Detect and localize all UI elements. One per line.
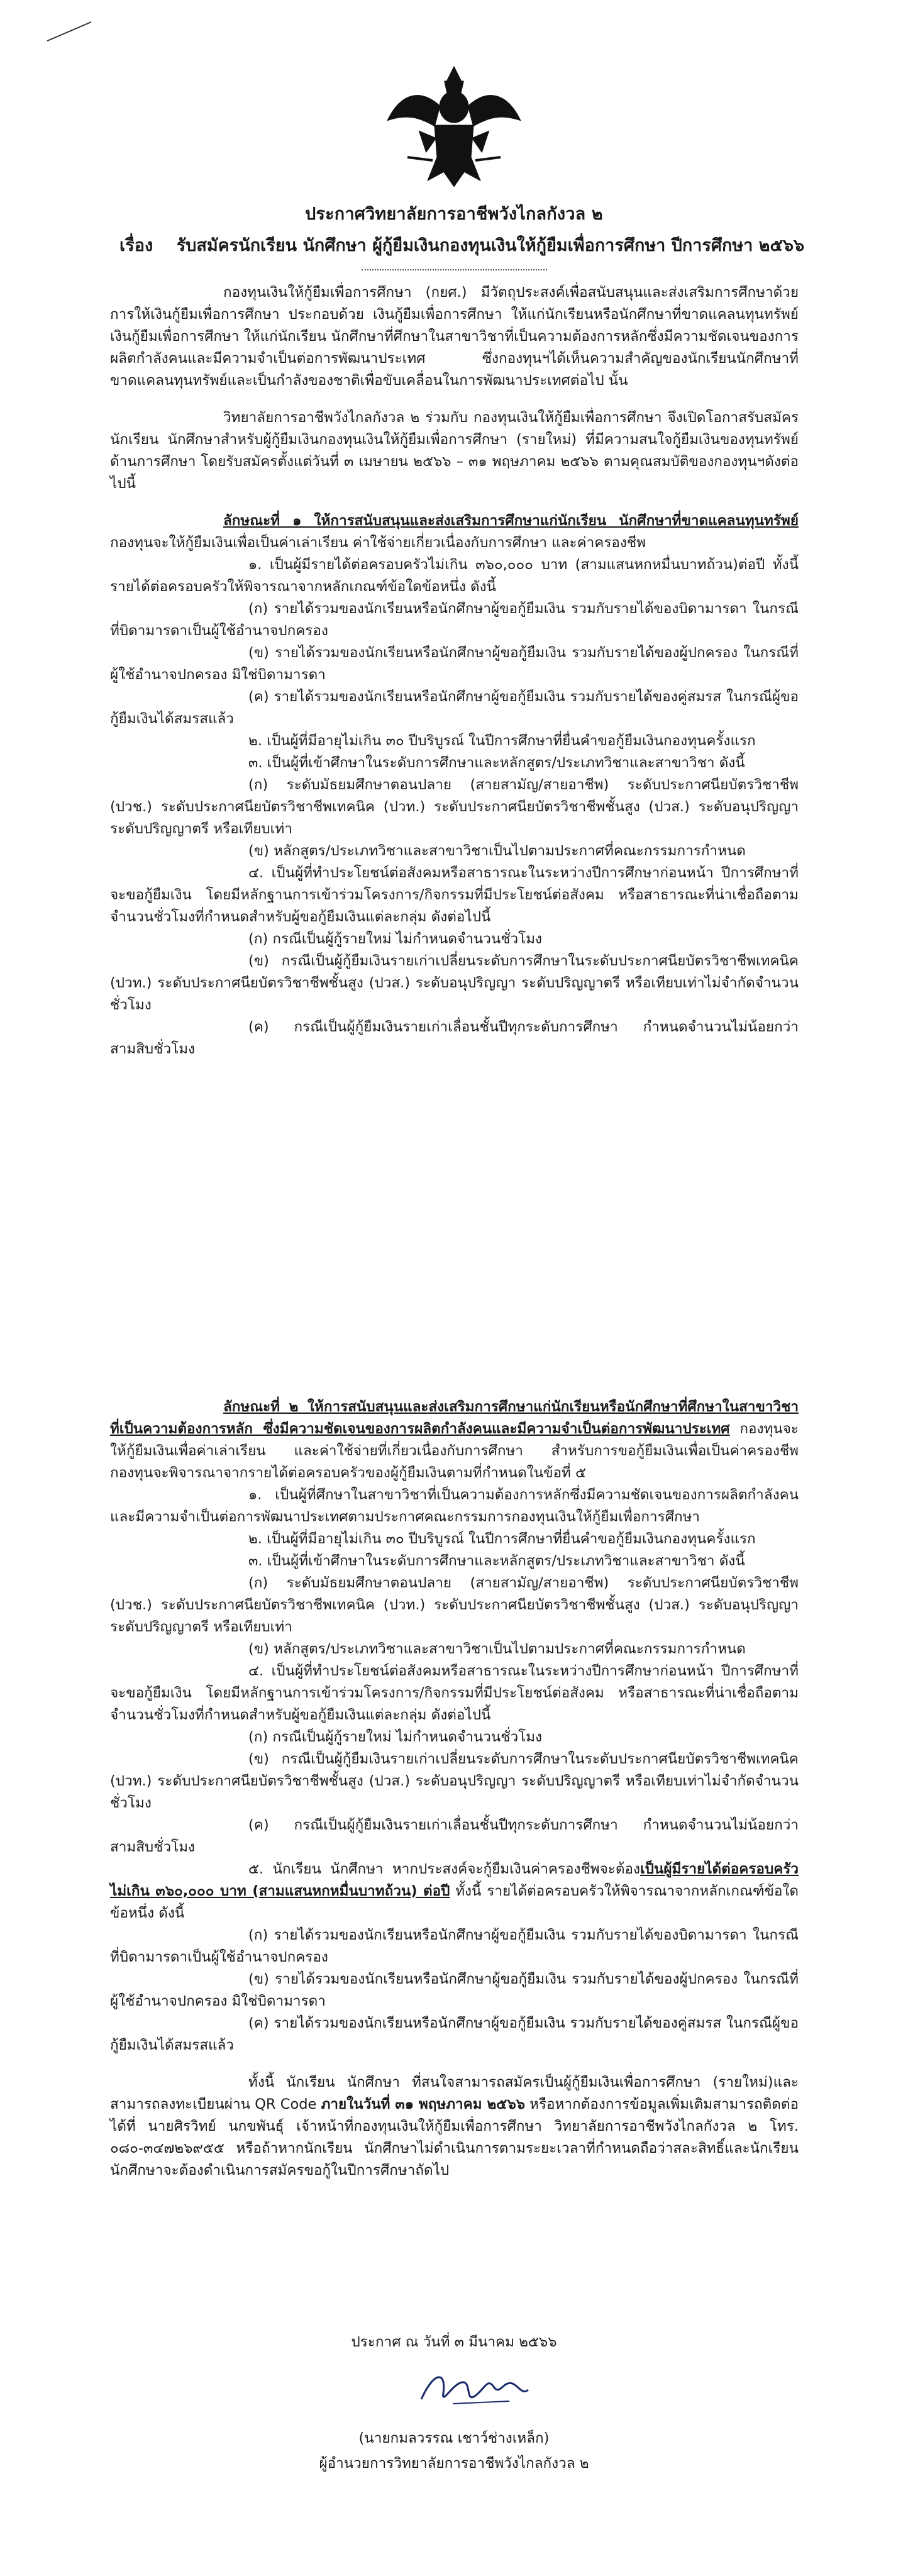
page-gap	[0, 1289, 908, 1333]
page2-body	[110, 1396, 799, 2182]
case2-item-5c: (ค) รายได้รวมของนักเรียนหรือนักศึกษาผู้ขอกู้ยืมเงิน รวมกับรายได้ของคู่สมรส ในกรณีผู้ขอกู้ยืมเงินได้สมรสแล้ว	[110, 2015, 799, 2053]
handwritten-signature	[415, 2365, 534, 2415]
case1-item-3: ๓. เป็นผู้ที่เข้าศึกษาในระดับการศึกษาและหลักสูตร/ประเภทวิชาและสาขาวิชา ดังนี้	[248, 755, 745, 771]
case2-item-4: ๔. เป็นผู้ที่ทำประโยชน์ต่อสังคมหรือสาธารณะในระหว่างปีการศึกษาก่อนหน้า ปีการศึกษาที่จะขอกู้ยืมเงิน โดยมีหลักฐานการเข้าร่วมโครงการ/กิจกรรมที่มีประโยชน์ต่อสังคม หรือสาธารณะที่น่าเชื่อถือตามจำนวนชั่วโมงที่กำหนดสำหรับผู้ขอกู้ยืมเงินแต่ละกลุ่ม ดังต่อไปนี้	[110, 1663, 799, 1723]
case2-item-4b: (ข) กรณีเป็นผู้กู้ยืมเงินรายเก่าเปลี่ยนระดับการศึกษาในระดับประกาศนียบัตรวิชาชีพเทคนิค (ปวท.) ระดับประกาศนียบัตรวิชาชีพชั้นสูง (ปวส.) ระดับอนุปริญญา ระดับปริญญาตรี หรือเทียบเท่าไม่จำกัดจำนวนชั่วโมง	[110, 1751, 799, 1811]
case1-item-1a: (ก) รายได้รวมของนักเรียนหรือนักศึกษาผู้ขอกู้ยืมเงิน รวมกับรายได้ของบิดามารดา ในกรณีที่บิดามารดาเป็นผู้ใช้อำนาจปกครอง	[110, 601, 799, 639]
page1-body	[110, 282, 799, 1060]
announce-date: ประกาศ ณ วันที่ ๓ มีนาคม ๒๕๖๖	[351, 2334, 557, 2350]
case1-item-4c: (ค) กรณีเป็นผู้กู้ยืมเงินรายเก่าเลื่อนชั้นปีทุกระดับการศึกษา กำหนดจำนวนไม่น้อยกว่าสามสิบชั่วโมง	[110, 1019, 799, 1057]
case1-item-1b: (ข) รายได้รวมของนักเรียนหรือนักศึกษาผู้ขอกู้ยืมเงิน รวมกับรายได้ของผู้ปกครอง ในกรณีที่ผู้ใช้อำนาจปกครอง มิใช่บิดามารดา	[110, 645, 799, 683]
subject-label: เรื่อง	[119, 236, 153, 255]
case1-heading: ลักษณะที่ ๑ ให้การสนับสนุนและส่งเสริมการศึกษาแก่นักเรียน นักศึกษาที่ขาดแคลนทุนทรัพย์	[223, 513, 799, 529]
case1-paragraph	[110, 510, 799, 554]
case2-item-5b: (ข) รายได้รวมของนักเรียนหรือนักศึกษาผู้ขอกู้ยืมเงิน รวมกับรายได้ของผู้ปกครอง ในกรณีที่ผู้ใช้อำนาจปกครอง มิใช่บิดามารดา	[110, 1971, 799, 2009]
case2-item-5-lead: ๕. นักเรียน นักศึกษา หากประสงค์จะกู้ยืมเงินค่าครองชีพจะต้อง	[248, 1861, 640, 1877]
signer-name: (นายกมลวรรณ เชาว์ช่างเหล็ก)	[358, 2430, 550, 2446]
subject-text: รับสมัครนักเรียน นักศึกษา ผู้กู้ยืมเงินกองทุนเงินให้กู้ยืมเพื่อการศึกษา ปีการศึกษา ๒๕๖๖	[176, 236, 805, 255]
case2-item-5	[110, 1858, 799, 1924]
case1-item-1c: (ค) รายได้รวมของนักเรียนหรือนักศึกษาผู้ขอกู้ยืมเงิน รวมกับรายได้ของคู่สมรส ในกรณีผู้ขอกู้ยืมเงินได้สมรสแล้ว	[110, 689, 799, 727]
pen-stroke-mark	[44, 19, 94, 44]
case1-item-3a: (ก) ระดับมัธยมศึกษาตอนปลาย (สายสามัญ/สายอาชีพ) ระดับประกาศนียบัตรวิชาชีพ (ปวช.) ระดับประกาศนียบัตรวิชาชีพเทคนิค (ปวท.) ระดับประกาศนียบัตรวิชาชีพชั้นสูง (ปวส.) ระดับอนุปริญญา ระดับปริญญาตรี หรือเทียบเท่า	[110, 777, 799, 837]
case2-item-5a: (ก) รายได้รวมของนักเรียนหรือนักศึกษาผู้ขอกู้ยืมเงิน รวมกับรายได้ของบิดามารดา ในกรณีที่บิดามารดาเป็นผู้ใช้อำนาจปกครอง	[110, 1927, 799, 1965]
closing-lead: ทั้งนี้ นักเรียน นักศึกษา ที่สนใจสามารถสมัครเป็นผู้กู้ยืมเงินเพื่อการศึกษา (รายใหม่)และสามารถลงทะเบียนผ่าน QR Code	[110, 2074, 799, 2112]
document-subject	[119, 231, 804, 258]
case2-item-5-tail: ทั้งนี้ รายได้ต่อครอบครัวให้พิจารณาจากหลักเกณฑ์ข้อใดข้อหนึ่ง ดังนี้	[110, 1883, 799, 1921]
case2-item-4a: (ก) กรณีเป็นผู้กู้รายใหม่ ไม่กำหนดจำนวนชั่วโมง	[248, 1729, 543, 1745]
case2-tail: กองทุนจะให้กู้ยืมเงินเพื่อค่าเล่าเรียน และค่าใช้จ่ายที่เกี่ยวเนื่องกับการศึกษา สำหรับการขอกู้ยืมเงินเพื่อเป็นค่าครองชีพ กองทุนจะพิจารณาจากรายได้ต่อครอบครัวของผู้กู้ยืมเงินตามที่กำหนดในข้อที่ ๕	[110, 1421, 799, 1481]
case2-item-4c: (ค) กรณีเป็นผู้กู้ยืมเงินรายเก่าเลื่อนชั้นปีทุกระดับการศึกษา กำหนดจำนวนไม่น้อยกว่าสามสิบชั่วโมง	[110, 1817, 799, 1855]
case2-item-3: ๓. เป็นผู้ที่เข้าศึกษาในระดับการศึกษาและหลักสูตร/ประเภทวิชาและสาขาวิชา ดังนี้	[248, 1553, 745, 1569]
case1-item-1: ๑. เป็นผู้มีรายได้ต่อครอบครัวไม่เกิน ๓๖๐,๐๐๐ บาท (สามแสนหกหมื่นบาทถ้วน)ต่อปี ทั้งนี้ รายได้ต่อครอบครัวให้พิจารณาจากหลักเกณฑ์ข้อใดข้อหนึ่ง ดังนี้	[110, 557, 799, 595]
case1-item-4b: (ข) กรณีเป็นผู้กู้ยืมเงินรายเก่าเปลี่ยนระดับการศึกษาในระดับประกาศนียบัตรวิชาชีพเทคนิค (ปวท.) ระดับประกาศนียบัตรวิชาชีพชั้นสูง (ปวส.) ระดับอนุปริญญา ระดับปริญญาตรี หรือเทียบเท่าไม่จำกัดจำนวนชั่วโมง	[110, 953, 799, 1013]
case2-item-5-bold: เป็นผู้มีรายได้ต่อครอบครัวไม่เกิน ๓๖๐,๐๐๐ บาท (สามแสนหกหมื่นบาทถ้วน) ต่อปี	[110, 1861, 799, 1899]
document-title: ประกาศวิทยาลัยการอาชีพวังไกลกังวล ๒	[305, 204, 603, 224]
closing-deadline: ภายในวันที่ ๓๑ พฤษภาคม ๒๕๖๖	[321, 2096, 525, 2112]
signer-title: ผู้อำนวยการวิทยาลัยการอาชีพวังไกลกังวล ๒	[319, 2455, 589, 2472]
case1-tail: กองทุนจะให้กู้ยืมเงินเพื่อเป็นค่าเล่าเรียน ค่าใช้จ่ายเกี่ยวเนื่องกับการศึกษา และค่าครองชีพ	[110, 535, 646, 551]
case1-item-4a: (ก) กรณีเป็นผู้กู้รายใหม่ ไม่กำหนดจำนวนชั่วโมง	[248, 931, 543, 947]
case2-item-2: ๒. เป็นผู้ที่มีอายุไม่เกิน ๓๐ ปีบริบูรณ์ ในปีการศึกษาที่ยื่นคำขอกู้ยืมเงินกองทุนครั้งแรก	[248, 1531, 756, 1547]
intro-paragraph-2: วิทยาลัยการอาชีพวังไกลกังวล ๒ ร่วมกับ กองทุนเงินให้กู้ยืมเพื่อการศึกษา จึงเปิดโอกาสรับสมัครนักเรียน นักศึกษาสำหรับผู้กู้ยืมเงินกองทุนเงินให้กู้ยืมเพื่อการศึกษา (รายใหม่) ที่มีความสนใจกู้ยืมเงินของทุนทรัพย์ด้านการศึกษา โดยรับสมัครตั้งแต่วันที่ ๓ เมษายน ๒๕๖๖ – ๓๑ พฤษภาคม ๒๕๖๖ ตามคุณสมบัติของกองทุนฯดังต่อไปนี้	[110, 409, 799, 492]
case2-heading: ลักษณะที่ ๒ ให้การสนับสนุนและส่งเสริมการศึกษาแก่นักเรียนหรือนักศึกษาที่ศึกษาในสาขาวิชาที่เป็นความต้องการหลัก ซึ่งมีความชัดเจนของการผลิตกำลังคนและมีความจำเป็นต่อการพัฒนาประเทศ	[110, 1399, 799, 1437]
closing-tail: หรือหากต้องการข้อมูลเพิ่มเติมสามารถติดต่อได้ที่ นายศิรวิทย์ นกขพันธุ์ เจ้าหน้าที่กองทุนเงินให้กู้ยืมเพื่อการศึกษา วิทยาลัยการอาชีพวังไกลกังวล ๒ โทร. ๐๘๐-๓๔๗๒๖๙๕๕ หรือถ้าหากนักเรียน นักศึกษาไม่ดำเนินการตามระยะเวลาที่กำหนดถือว่าสละสิทธิ์และนักเรียน นักศึกษาจะต้องดำเนินการสมัครขอกู้ในปีการศึกษาถัดไป	[110, 2096, 799, 2179]
case1-item-3b: (ข) หลักสูตร/ประเภทวิชาและสาขาวิชาเป็นไปตามประกาศที่คณะกรรมการกำหนด	[248, 843, 746, 859]
closing-paragraph	[110, 2072, 799, 2182]
case2-item-3a: (ก) ระดับมัธยมศึกษาตอนปลาย (สายสามัญ/สายอาชีพ) ระดับประกาศนียบัตรวิชาชีพ (ปวช.) ระดับประกาศนียบัตรวิชาชีพเทคนิค (ปวท.) ระดับประกาศนียบัตรวิชาชีพชั้นสูง (ปวส.) ระดับอนุปริญญา ระดับปริญญาตรี หรือเทียบเท่า	[110, 1575, 799, 1635]
separator-dots	[362, 269, 547, 270]
case2-item-3b: (ข) หลักสูตร/ประเภทวิชาและสาขาวิชาเป็นไปตามประกาศที่คณะกรรมการกำหนด	[248, 1641, 746, 1657]
case1-item-4: ๔. เป็นผู้ที่ทำประโยชน์ต่อสังคมหรือสาธารณะในระหว่างปีการศึกษาก่อนหน้า ปีการศึกษาที่จะขอกู้ยืมเงิน โดยมีหลักฐานการเข้าร่วมโครงการ/กิจกรรมที่มีประโยชน์ต่อสังคม หรือสาธารณะที่น่าเชื่อถือตามจำนวนชั่วโมงที่กำหนดสำหรับผู้ขอกู้ยืมเงินแต่ละกลุ่ม ดังต่อไปนี้	[110, 865, 799, 925]
case2-paragraph	[110, 1396, 799, 1484]
intro-paragraph-1: กองทุนเงินให้กู้ยืมเพื่อการศึกษา (กยศ.) มีวัตถุประสงค์เพื่อสนับสนุนและส่งเสริมการศึกษาด้วยการให้เงินกู้ยืมเพื่อการศึกษา ประกอบด้วย เงินกู้ยืมเพื่อการศึกษา ให้แก่นักเรียนหรือนักศึกษาที่ขาดแคลนทุนทรัพย์ เงินกู้ยืมเพื่อการศึกษา ให้แก่นักเรียน นักศึกษาที่ศึกษาในสาขาวิชาที่เป็นความต้องการหลักซึ่งมีความชัดเจนของการผลิตกำลังคนและมีความจำเป็นต่อการพัฒนาประเทศ ซึ่งกองทุนฯได้เห็นความสำคัญของนักเรียนนักศึกษาที่ขาดแคลนทุนทรัพย์และเป็นกำลังของชาติเพื่อขับเคลื่อนในการพัฒนาประเทศต่อไป นั้น	[110, 284, 799, 389]
garuda-emblem-icon	[382, 63, 526, 189]
case2-item-1: ๑. เป็นผู้ที่ศึกษาในสาขาวิชาที่เป็นความต้องการหลักซึ่งมีความชัดเจนของการผลิตกำลังคนและมีความจำเป็นต่อการพัฒนาประเทศตามประกาศคณะกรรมการกองทุนเงินให้กู้ยืมเพื่อการศึกษา	[110, 1487, 799, 1525]
case1-item-2: ๒. เป็นผู้ที่มีอายุไม่เกิน ๓๐ ปีบริบูรณ์ ในปีการศึกษาที่ยื่นคำขอกู้ยืมเงินกองทุนครั้งแรก	[248, 733, 756, 749]
